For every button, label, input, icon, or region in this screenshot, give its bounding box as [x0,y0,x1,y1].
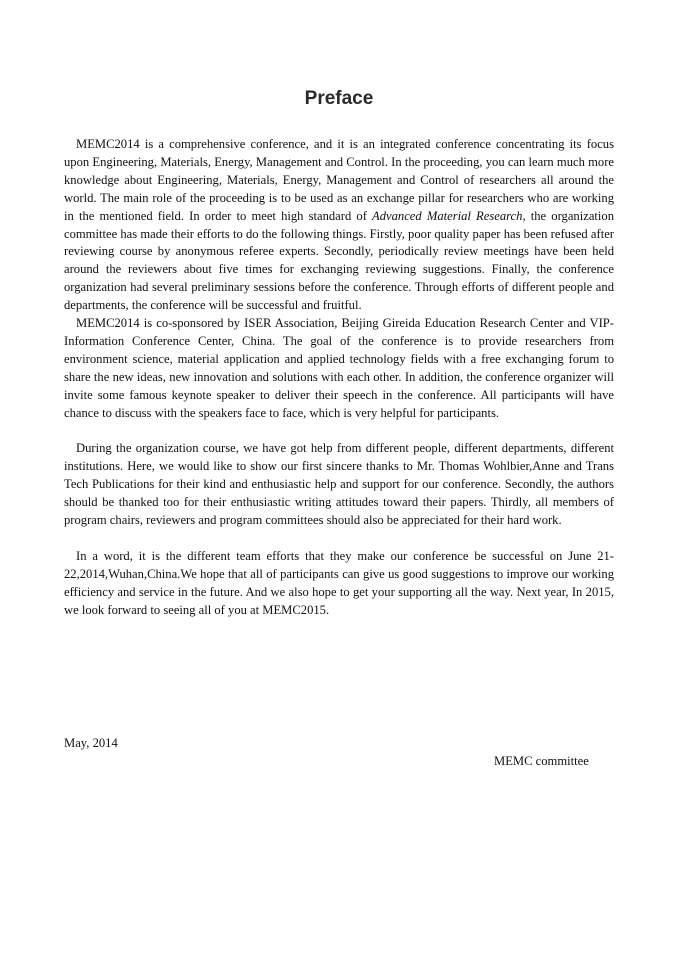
journal-title: Advanced Material Research, [372,208,526,223]
paragraph-text: the organization committee has made their efforts to do the following things. Firstly, poor quality paper has been refused after reviewing course by anonymous referee experts. Secondly, periodically review meetings have been held around the reviewers about five times for exchanging reviewing suggestions. Finally, the conference organization had several preliminary sessions before the conference. Through efforts of different people and departments, the conference will be successful and fruitful. [64,208,615,313]
preface-body [64,136,614,619]
page-title: Preface [304,88,374,109]
preface-date: May, 2014 [64,736,118,750]
paragraph-intro [64,136,614,315]
paragraph-text: MEMC2014 is a comprehensive conference, and it is an integrated conference concentrating its focus upon Engineering, Materials, Energy, Management and Control. In the proceeding, you can learn much more knowledge about Engineering, Materials, Energy, Management and Control of researchers all around the world. The main role of the proceeding is to be used as an exchange pillar for researchers who are working in the mentioned field. In order to meet high standard of [64,137,614,223]
paragraph-closing: In a word, it is the different team efforts that they make our conference be successful on June 21-22,2014,Wuhan,China.We hope that all of participants can give us good suggestions to improve our working efficiency and service in the future. And we also hope to get your supporting all the way. Next year, In 2015, we look forward to seeing all of you at MEMC2015. [64,548,614,617]
paragraph-sponsors: MEMC2014 is co-sponsored by ISER Association, Beijing Gireida Education Research Center and VIP-Information Conference Center, China. The goal of the conference is to provide researchers from environment science, material application and applied technology fields with a free exchanging forum to share the new ideas, new innovation and solutions with each other. In addition, the conference organizer will invite some famous keynote speaker to deliver their speech in the conference. All participants will have chance to discuss with the speakers face to face, which is very helpful for participants. [64,316,614,420]
paragraph-thanks: During the organization course, we have got help from different people, different departments, different institutions. Here, we would like to show our first sincere thanks to Mr. Thomas Wohlbier,Anne and Trans Tech Publications for their kind and enthusiastic help and support for our conference. Secondly, the authors should be thanked too for their enthusiastic writing attitudes toward their papers. Thirdly, all members of program chairs, reviewers and program committees should also be appreciated for their hard work. [64,441,614,528]
signature: MEMC committee [494,754,589,768]
